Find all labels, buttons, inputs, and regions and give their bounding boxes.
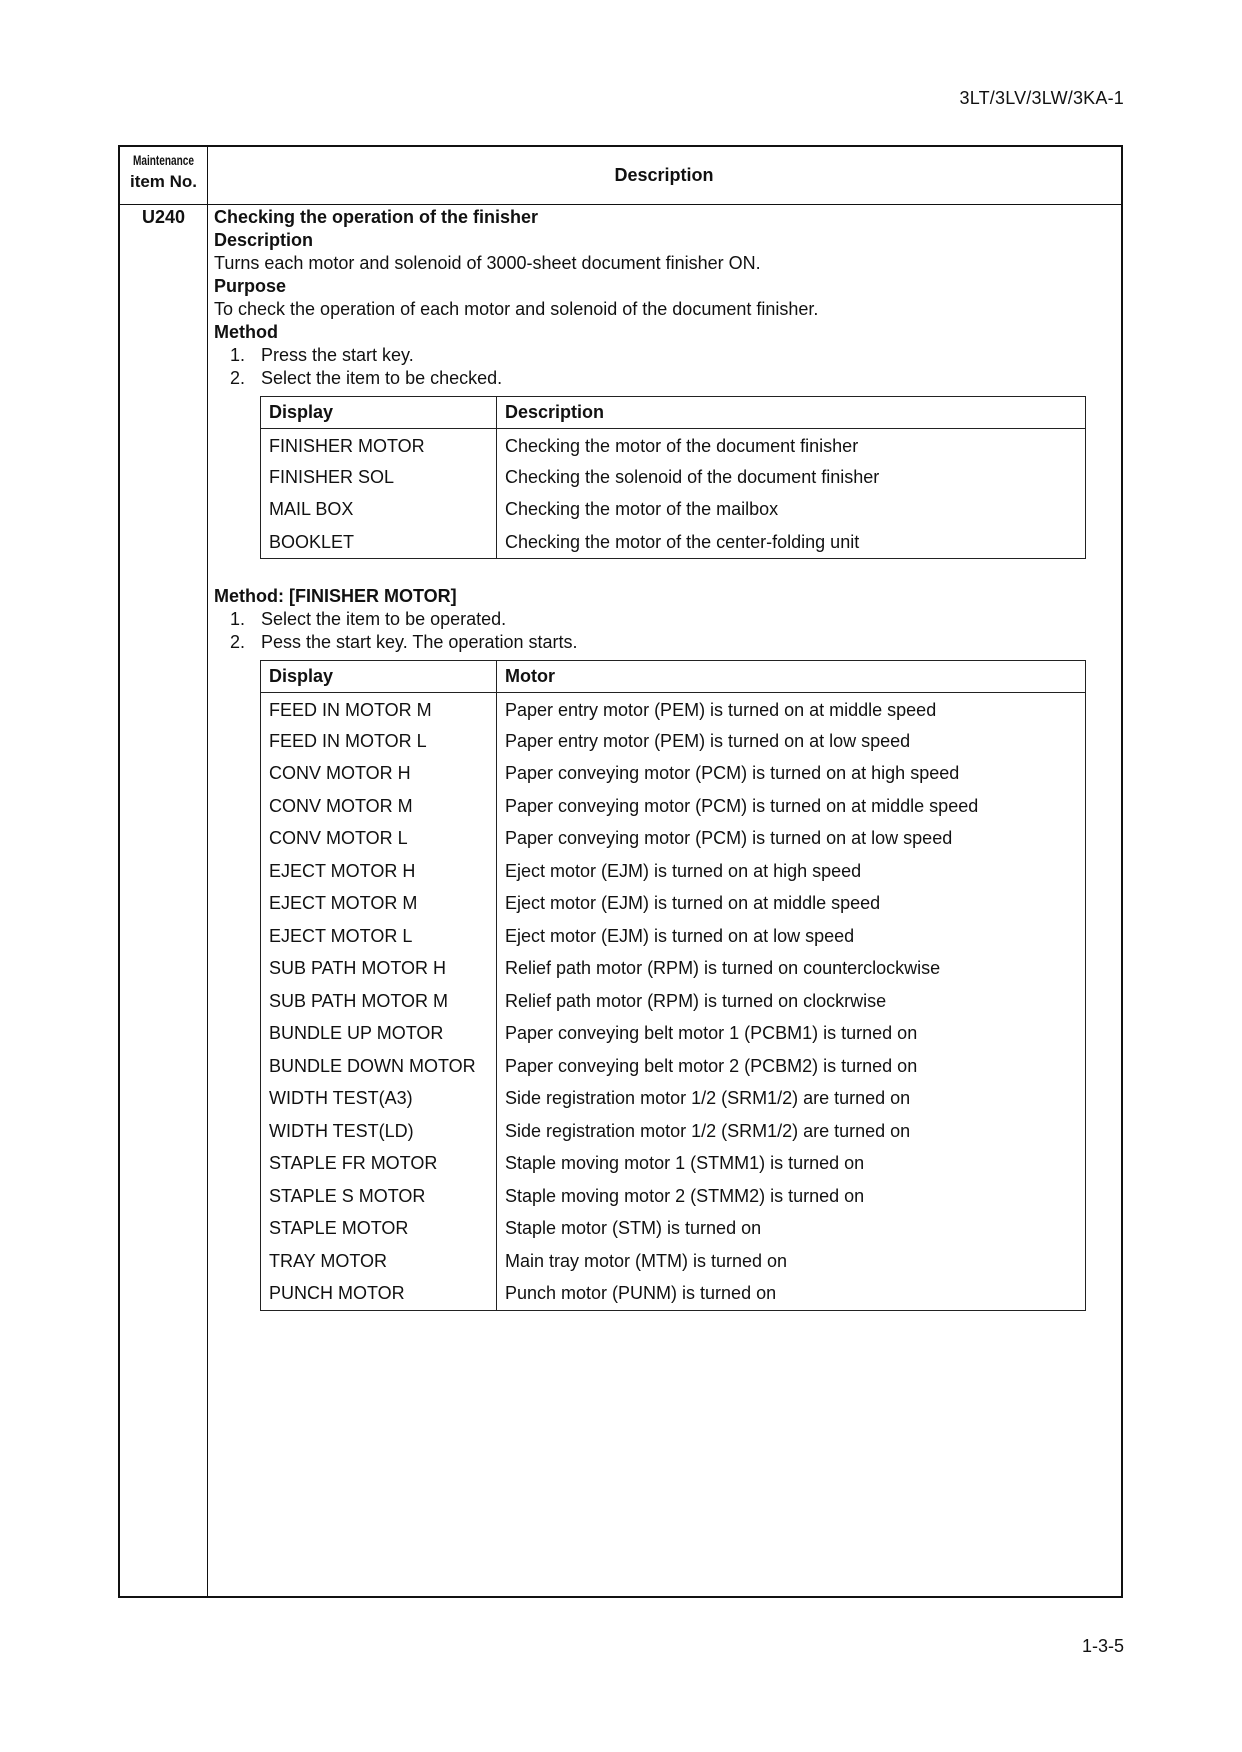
item-no-header-line2: item No.: [129, 172, 198, 191]
description-cell: Eject motor (EJM) is turned on at low speed: [505, 925, 855, 946]
display-cell: FEED IN MOTOR L: [261, 725, 497, 758]
table-row: [261, 790, 1086, 823]
description-cell: Checking the motor of the document finisher: [505, 435, 859, 456]
table-row: [261, 1115, 1086, 1148]
description-cell: Paper entry motor (PEM) is turned on at middle speed: [505, 699, 937, 720]
description-cell: Checking the motor of the mailbox: [505, 499, 779, 520]
display-cell: BUNDLE DOWN MOTOR: [261, 1050, 497, 1083]
description-cell: Paper conveying motor (PCM) is turned on at middle speed: [505, 795, 979, 816]
step-text: Pess the start key. The operation starts.: [261, 632, 578, 652]
item-content: [214, 206, 1091, 1311]
table-row: [261, 1083, 1086, 1116]
description-cell: Checking the motor of the center-folding unit: [505, 531, 860, 552]
document-code: 3LT/3LV/3LW/3KA-1: [959, 88, 1124, 108]
display-cell: WIDTH TEST(LD): [261, 1115, 497, 1148]
description-text: Turns each motor and solenoid of 3000-sheet document finisher ON.: [214, 253, 761, 273]
motor-table: [260, 660, 1086, 1311]
description-label: Description: [214, 230, 314, 250]
display-cell: BOOKLET: [261, 526, 497, 559]
table-row: [261, 461, 1086, 494]
description-cell: Paper conveying belt motor 2 (PCBM2) is turned on: [505, 1055, 918, 1076]
description-cell: Eject motor (EJM) is turned on at middle speed: [505, 893, 881, 914]
column-header: Description: [497, 397, 1086, 429]
display-cell: STAPLE MOTOR: [261, 1213, 497, 1246]
display-cell: MAIL BOX: [261, 494, 497, 527]
method-label: Method: [214, 322, 278, 342]
step-number: 2.: [230, 368, 246, 388]
step-number: 2.: [230, 632, 246, 652]
display-cell: FINISHER MOTOR: [261, 429, 497, 462]
table-row: [261, 1018, 1086, 1051]
display-cell: CONV MOTOR M: [261, 790, 497, 823]
column-divider: [207, 147, 208, 1596]
maintenance-table: [118, 145, 1123, 1598]
step-number: 1.: [230, 609, 246, 629]
display-cell: FEED IN MOTOR M: [261, 693, 497, 726]
display-cell: CONV MOTOR H: [261, 758, 497, 791]
description-cell: Relief path motor (RPM) is turned on clockrwise: [505, 990, 887, 1011]
display-cell: PUNCH MOTOR: [261, 1278, 497, 1311]
method-step: [230, 631, 1091, 654]
step-text: Select the item to be checked.: [261, 368, 503, 388]
item-number: U240: [141, 207, 186, 227]
description-header: Description: [614, 165, 714, 185]
description-cell: Side registration motor 1/2 (SRM1/2) are turned on: [505, 1088, 911, 1109]
description-cell: Main tray motor (MTM) is turned on: [505, 1250, 788, 1271]
item-title: Checking the operation of the finisher: [214, 207, 539, 227]
step-text: Press the start key.: [261, 345, 414, 365]
table-row: [261, 1148, 1086, 1181]
table-row: [261, 725, 1086, 758]
step-number: 1.: [230, 345, 246, 365]
table-row: [261, 693, 1086, 726]
page-number: 1-3-5: [1081, 1636, 1124, 1656]
item-no-header-line1: Maintenance: [132, 152, 195, 168]
display-cell: WIDTH TEST(A3): [261, 1083, 497, 1116]
description-cell: Staple moving motor 1 (STMM1) is turned on: [505, 1153, 865, 1174]
description-cell: Eject motor (EJM) is turned on at high speed: [505, 860, 862, 881]
method2-steps: [230, 608, 1091, 654]
method2-label: Method: [FINISHER MOTOR]: [214, 586, 457, 606]
table-header-row: [261, 661, 1086, 693]
method-step: [230, 344, 1091, 367]
display-cell: SUB PATH MOTOR M: [261, 985, 497, 1018]
table-row: [261, 758, 1086, 791]
display-cell: FINISHER SOL: [261, 461, 497, 494]
table-header-row: [261, 397, 1086, 429]
description-cell: Staple moving motor 2 (STMM2) is turned on: [505, 1185, 865, 1206]
table-row: [261, 1050, 1086, 1083]
description-cell: Paper conveying motor (PCM) is turned on at low speed: [505, 828, 953, 849]
table-row: [261, 526, 1086, 559]
display-cell: EJECT MOTOR L: [261, 920, 497, 953]
table-row: [261, 1180, 1086, 1213]
description-cell: Checking the solenoid of the document finisher: [505, 466, 880, 487]
table-row: [261, 920, 1086, 953]
method-step: [230, 367, 1091, 390]
step-text: Select the item to be operated.: [261, 609, 507, 629]
method-step: [230, 608, 1091, 631]
description-cell: Paper conveying belt motor 1 (PCBM1) is turned on: [505, 1023, 918, 1044]
table-row: [261, 494, 1086, 527]
description-cell: Side registration motor 1/2 (SRM1/2) are turned on: [505, 1120, 911, 1141]
table-row: [261, 1213, 1086, 1246]
description-cell: Relief path motor (RPM) is turned on counterclockwise: [505, 958, 941, 979]
purpose-text: To check the operation of each motor and solenoid of the document finisher.: [214, 299, 819, 319]
table-row: [261, 985, 1086, 1018]
table-row: [261, 429, 1086, 462]
display-cell: STAPLE S MOTOR: [261, 1180, 497, 1213]
table-row: [261, 1278, 1086, 1311]
description-cell: Punch motor (PUNM) is turned on: [505, 1283, 777, 1303]
header-divider: [120, 204, 1121, 205]
display-cell: TRAY MOTOR: [261, 1245, 497, 1278]
table-row: [261, 855, 1086, 888]
purpose-label: Purpose: [214, 276, 287, 296]
display-cell: CONV MOTOR L: [261, 823, 497, 856]
display-table: [260, 396, 1086, 559]
display-cell: SUB PATH MOTOR H: [261, 953, 497, 986]
description-cell: Paper conveying motor (PCM) is turned on at high speed: [505, 763, 960, 784]
method-steps: [230, 344, 1091, 390]
display-cell: EJECT MOTOR H: [261, 855, 497, 888]
table-row: [261, 953, 1086, 986]
column-header: Motor: [497, 661, 1086, 693]
item-no-header: [120, 147, 207, 204]
description-cell: Staple motor (STM) is turned on: [505, 1218, 762, 1239]
display-cell: EJECT MOTOR M: [261, 888, 497, 921]
table-row: [261, 888, 1086, 921]
display-cell: BUNDLE UP MOTOR: [261, 1018, 497, 1051]
table-row: [261, 823, 1086, 856]
display-cell: STAPLE FR MOTOR: [261, 1148, 497, 1181]
table-row: [261, 1245, 1086, 1278]
column-header: Display: [261, 397, 497, 429]
description-cell: Paper entry motor (PEM) is turned on at low speed: [505, 730, 911, 751]
column-header: Display: [261, 661, 497, 693]
